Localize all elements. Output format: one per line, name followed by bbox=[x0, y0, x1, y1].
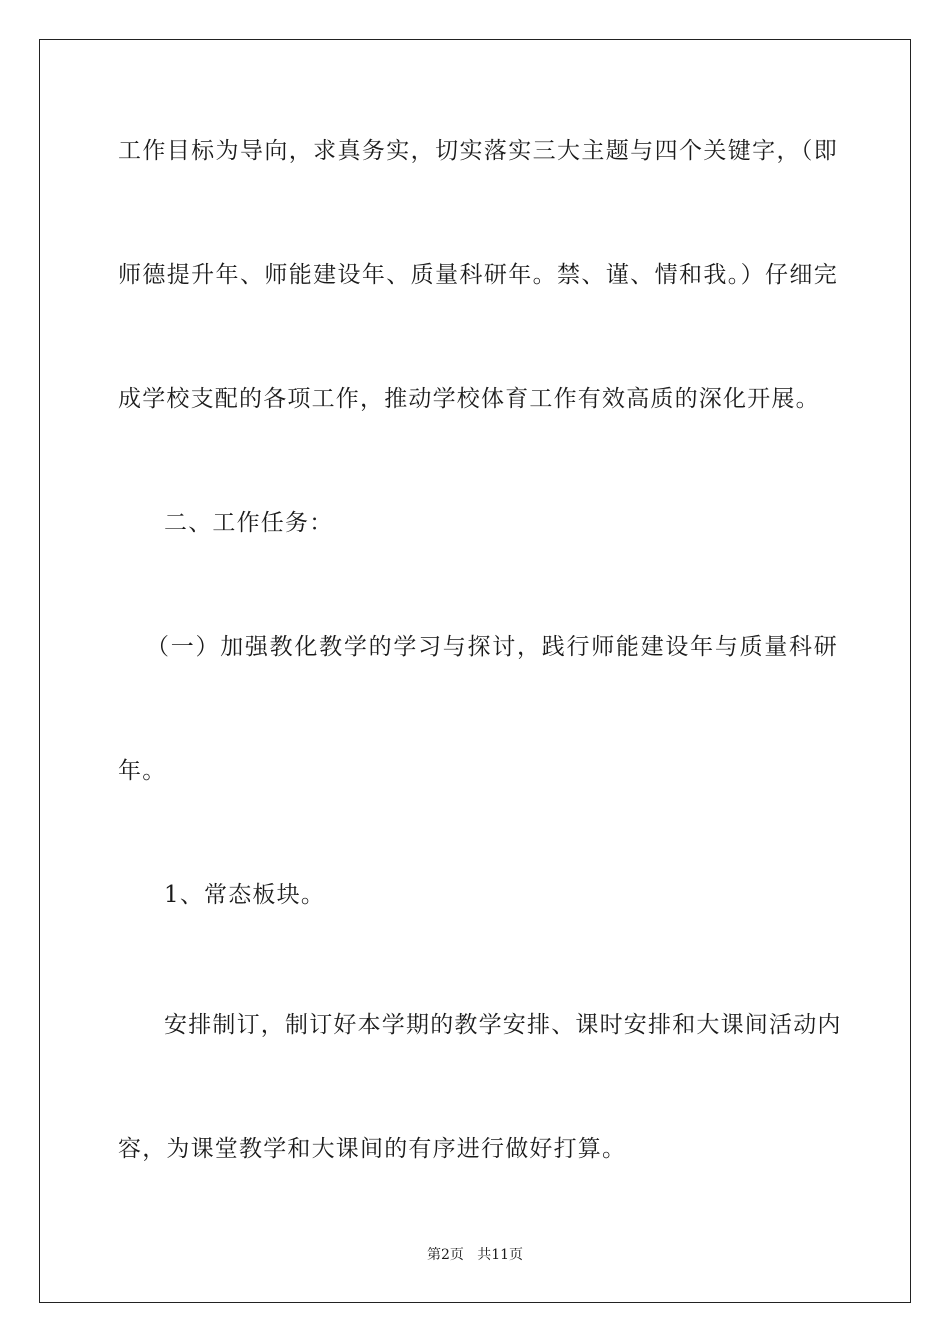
body-line-1: 工作目标为导向，求真务实，切实落实三大主题与四个关键字，（即 bbox=[118, 138, 838, 164]
page-frame bbox=[39, 39, 911, 1303]
body-line-2: 师德提升年、师能建设年、质量科研年。禁、谨、情和我。）仔细完 bbox=[118, 262, 838, 288]
item-heading: 1、常态板块。 bbox=[164, 882, 326, 908]
body-line-6: 年。 bbox=[118, 758, 167, 784]
subsection-heading: （一）加强教化教学的学习与探讨，践行师能建设年与质量科研 bbox=[146, 634, 838, 660]
body-line-8: 安排制订，制订好本学期的教学安排、课时安排和大课间活动内 bbox=[164, 1012, 842, 1038]
page-number-footer: 第2页 共11页 bbox=[426, 1247, 524, 1263]
body-line-3: 成学校支配的各项工作，推动学校体育工作有效高质的深化开展。 bbox=[118, 386, 820, 412]
body-line-9: 容，为课堂教学和大课间的有序进行做好打算。 bbox=[118, 1136, 627, 1162]
section-heading: 二、工作任务： bbox=[164, 510, 334, 536]
